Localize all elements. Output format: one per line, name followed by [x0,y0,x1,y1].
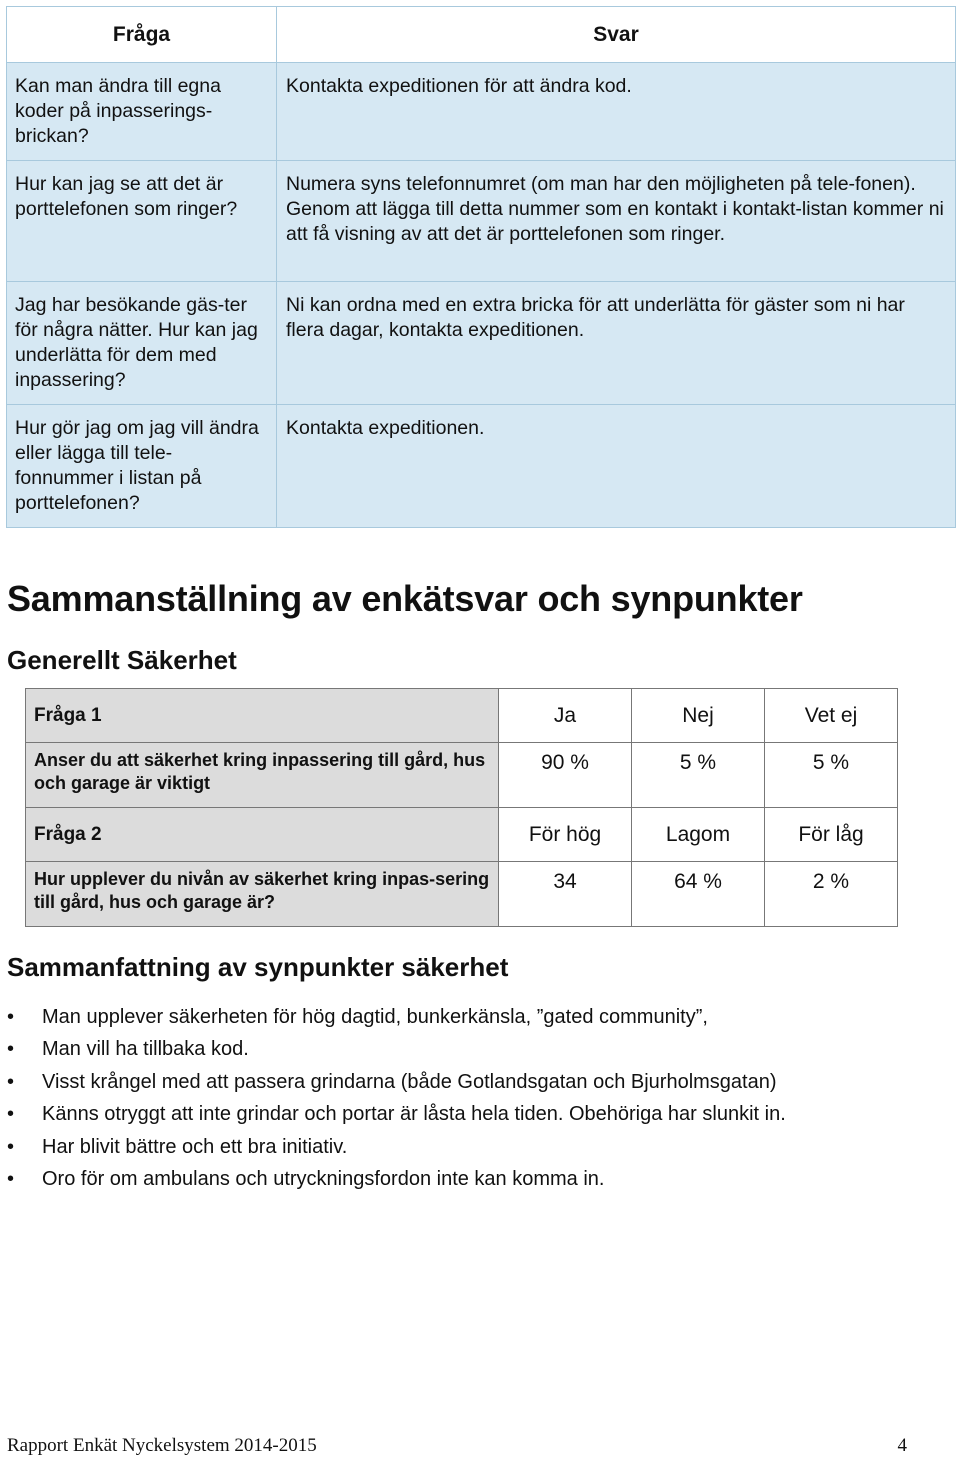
faq-question: Hur kan jag se att det är porttelefonen som ringer? [7,161,277,282]
bullet-icon: • [7,1103,15,1126]
faq-answer-header: Svar [277,7,956,63]
faq-table [6,6,956,528]
faq-question: Jag har besökande gäs-ter för några nätter. Hur kan jag underlätta för dem med inpassering? [7,282,277,405]
list-item [7,1132,937,1164]
survey-option: Vet ej [765,689,898,743]
survey-option: Ja [499,689,632,743]
faq-question: Hur gör jag om jag vill ändra eller lägga till tele-fonnummer i listan på porttelefonen? [7,405,277,528]
bullet-icon: • [7,1167,15,1190]
subsection-title: Generellt Säkerhet [7,645,237,675]
survey-question-label: Fråga 2 [26,808,499,862]
survey-question-label: Fråga 1 [26,689,499,743]
list-item-text: Visst krångel med att passera grindarna (både Gotlandsgatan och Bjurholmsgatan) [42,1070,777,1093]
survey-result: 5 % [632,743,765,808]
survey-option: Lagom [632,808,765,862]
page-footer [7,1435,907,1457]
survey-result: 34 [499,862,632,927]
survey-question-text: Anser du att säkerhet kring inpassering till gård, hus och garage är viktigt [26,743,499,808]
bullet-icon: • [7,1070,15,1093]
faq-row [7,63,956,161]
summary-list [7,1002,937,1196]
list-item [7,1164,937,1196]
list-item [7,1034,937,1066]
list-item-text: Oro för om ambulans och utryckningsfordon inte kan komma in. [42,1167,605,1190]
bullet-icon: • [7,1038,15,1061]
faq-answer: Kontakta expeditionen för att ändra kod. [277,63,956,161]
survey-result: 5 % [765,743,898,808]
list-item-text: Man upplever säkerheten för hög dagtid, bunkerkänsla, ”gated community”, [42,1006,708,1028]
survey-result-row [26,862,898,927]
faq-header-row [7,7,956,63]
list-item [7,1067,937,1099]
faq-answer: Kontakta expeditionen. [277,405,956,528]
faq-row [7,405,956,528]
survey-result: 64 % [632,862,765,927]
survey-option: För låg [765,808,898,862]
list-item-text: Man vill ha tillbaka kod. [42,1038,249,1061]
footer-text: Rapport Enkät Nyckelsystem 2014-2015 [7,1435,317,1456]
survey-option: Nej [632,689,765,743]
summary-title: Sammanfattning av synpunkter säkerhet [7,952,509,982]
survey-question-header-row [26,808,898,862]
bullet-icon: • [7,1135,15,1158]
faq-question: Kan man ändra till egna koder på inpasserings-brickan? [7,63,277,161]
list-item [7,1099,937,1131]
faq-question-header: Fråga [7,7,277,63]
faq-row [7,161,956,282]
section-title: Sammanställning av enkätsvar och synpunkter [7,578,803,619]
survey-result-row [26,743,898,808]
survey-table [25,688,898,927]
survey-result: 2 % [765,862,898,927]
survey-option: För hög [499,808,632,862]
list-item-text: Har blivit bättre och ett bra initiativ. [42,1135,348,1158]
list-item [7,1002,937,1034]
survey-result: 90 % [499,743,632,808]
faq-row [7,282,956,405]
bullet-icon: • [7,1006,15,1028]
list-item-text: Känns otryggt att inte grindar och portar är låsta hela tiden. Obehöriga har slunkit in. [42,1103,786,1126]
survey-question-text: Hur upplever du nivån av säkerhet kring inpas-sering till gård, hus och garage är? [26,862,499,927]
survey-question-header-row [26,689,898,743]
faq-answer: Ni kan ordna med en extra bricka för att underlätta för gäster som ni har flera dagar, kontakta expeditionen. [277,282,956,405]
page-number: 4 [897,1435,907,1456]
faq-answer: Numera syns telefonnumret (om man har den möjligheten på tele-fonen). Genom att lägga till detta nummer som en kontakt i kontakt-listan kommer ni att få visning av att det är porttelefonen som ringer. [277,161,956,282]
